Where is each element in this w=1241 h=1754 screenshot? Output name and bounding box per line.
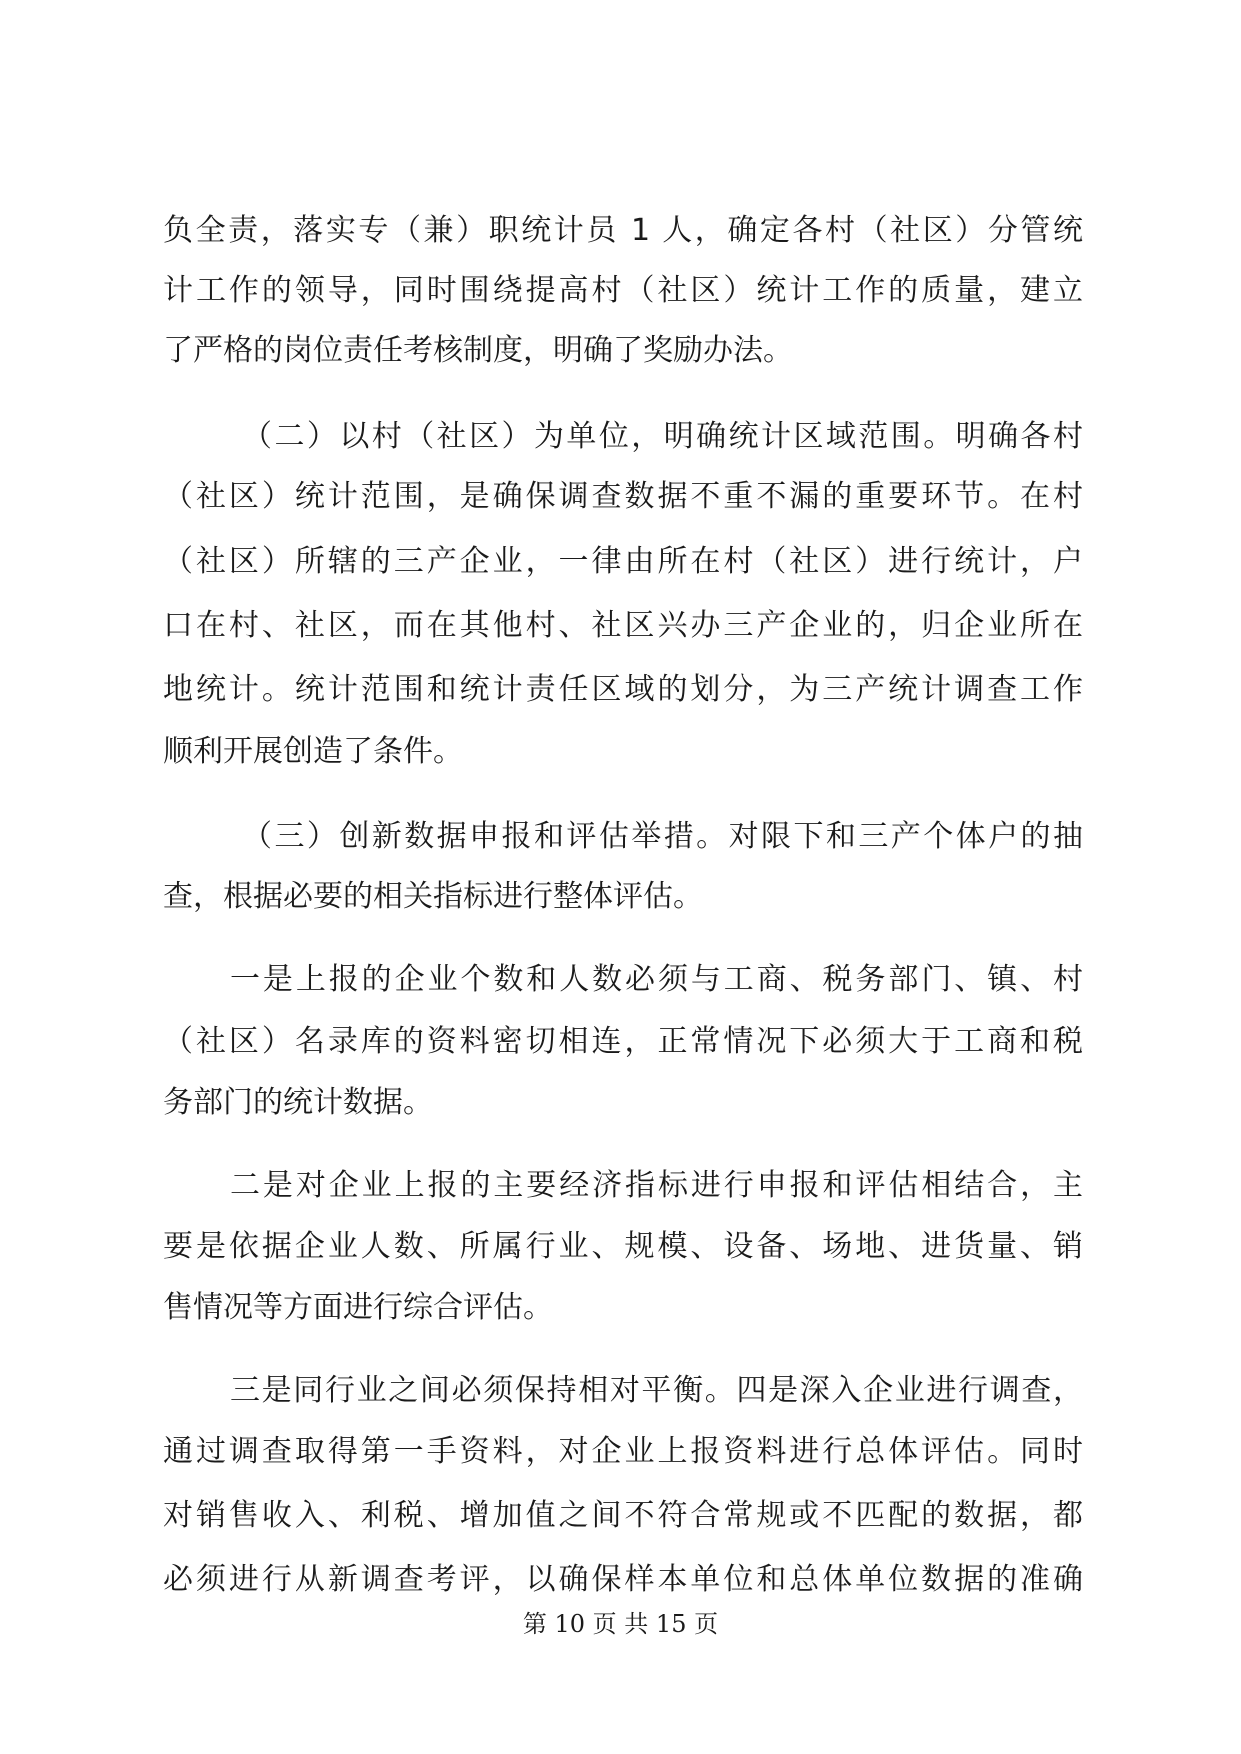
paragraph-4-line-2: （社区）名录库的资料密切相连，正常情况下必须大于工商和税: [163, 1024, 1083, 1059]
paragraph-4-line-1: 一是上报的企业个数和人数必须与工商、税务部门、镇、村: [230, 962, 1083, 997]
paragraph-2-line-2: （社区）统计范围，是确保调查数据不重不漏的重要环节。在村: [163, 479, 1083, 514]
paragraph-2-line-3: （社区）所辖的三产企业，一律由所在村（社区）进行统计，户: [163, 544, 1083, 579]
paragraph-4-line-3: 务部门的统计数据。: [163, 1085, 433, 1120]
page-number-footer: 第 10 页 共 15 页: [522, 1610, 719, 1638]
paragraph-2-line-4: 口在村、社区，而在其他村、社区兴办三产企业的，归企业所在: [163, 608, 1083, 643]
paragraph-1-line-1: 负全责，落实专（兼）职统计员 1 人，确定各村（社区）分管统: [163, 213, 1083, 248]
paragraph-3-line-1: （三）创新数据申报和评估举措。对限下和三产个体户的抽: [242, 819, 1083, 854]
paragraph-6-line-1: 三是同行业之间必须保持相对平衡。四是深入企业进行调查，: [230, 1373, 1083, 1408]
paragraph-3-line-2: 查，根据必要的相关指标进行整体评估。: [163, 879, 703, 914]
paragraph-5-line-3: 售情况等方面进行综合评估。: [163, 1290, 553, 1325]
paragraph-2-line-5: 地统计。统计范围和统计责任区域的划分，为三产统计调查工作: [163, 672, 1083, 707]
paragraph-6-line-2: 通过调查取得第一手资料，对企业上报资料进行总体评估。同时: [163, 1434, 1083, 1469]
paragraph-2-line-6: 顺利开展创造了条件。: [163, 734, 463, 769]
paragraph-5-line-2: 要是依据企业人数、所属行业、规模、设备、场地、进货量、销: [163, 1229, 1083, 1264]
paragraph-6-line-3: 对销售收入、利税、增加值之间不符合常规或不匹配的数据，都: [163, 1498, 1083, 1533]
paragraph-1-line-3: 了严格的岗位责任考核制度，明确了奖励办法。: [163, 333, 793, 368]
paragraph-2-line-1: （二）以村（社区）为单位，明确统计区域范围。明确各村: [242, 419, 1083, 454]
paragraph-5-line-1: 二是对企业上报的主要经济指标进行申报和评估相结合，主: [230, 1168, 1083, 1203]
paragraph-6-line-4: 必须进行从新调查考评，以确保样本单位和总体单位数据的准确: [163, 1562, 1083, 1597]
paragraph-1-line-2: 计工作的领导，同时围绕提高村（社区）统计工作的质量，建立: [163, 273, 1083, 308]
